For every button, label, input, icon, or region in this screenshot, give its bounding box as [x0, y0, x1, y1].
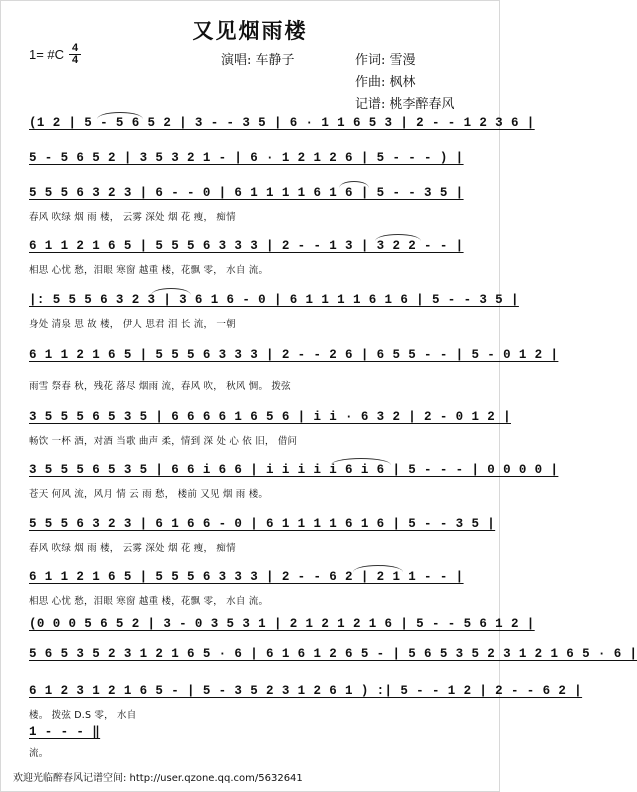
- lyric-line: 苍天 何风 流，风月 情 云 雨 愁， 楼前 又见 烟 雨 楼。: [29, 489, 269, 500]
- song-title: 又见烟雨楼: [192, 18, 308, 43]
- notation-line: 5 6 5 3 5 2 3 1 2 1 6 5 · 6 | 6 1 6 1 2 6 5 - | 5 6 5 3 5 2 3 1 2 1 6 5 · 6 |: [29, 647, 637, 661]
- notation-line: 6 1 1 2 1 6 5 | 5 5 5 6 3 3 3 | 2 - - 6 2 | 2 1 1 - - |: [29, 570, 464, 584]
- composer-credit: 作曲: 枫林: [355, 75, 416, 90]
- slur-mark: [97, 112, 143, 119]
- notation-line: (0 0 0 5 6 5 2 | 3 - 0 3 5 3 1 | 2 1 2 1 2 1 6 | 5 - - 5 6 1 2 |: [29, 617, 535, 631]
- notation-line: 6 1 1 2 1 6 5 | 5 5 5 6 3 3 3 | 2 - - 1 3 | 3 2 2 - - |: [29, 239, 464, 253]
- slur-mark: [339, 181, 369, 188]
- lyric-line: 春风 吹绿 烟 雨 楼， 云雾 深处 烟 花 瘦， 痴情: [29, 543, 236, 554]
- lyric-line: 雨雪 祭春 秋，残花 落尽 烟雨 流，春风 吹， 秋风 惆。 拨弦: [29, 381, 291, 392]
- lyric-line: 身处 清泉 思 故 楼， 伊人 思君 泪 长 流， 一朝: [29, 319, 236, 330]
- notation-line: 6 1 2 3 1 2 1 6 5 - | 5 - 3 5 2 3 1 2 6 1 ) :| 5 - - 1 2 | 2 - - 6 2 |: [29, 684, 583, 698]
- time-signature-top: 4: [71, 42, 79, 54]
- notation-line: (1 2 | 5 - 5 6 5 2 | 3 - - 3 5 | 6 · 1 1 6 5 3 | 2 - - 1 2 3 6 |: [29, 116, 535, 130]
- notation-line: 5 5 5 6 3 2 3 | 6 - - 0 | 6 1 1 1 1 6 1 6 | 5 - - 3 5 |: [29, 186, 464, 200]
- lyric-line: 相思 心忧 愁，泪眼 寒窗 越重 楼，花飘 零， 水自 流。: [29, 265, 269, 276]
- lyric-line: 春风 吹绿 烟 雨 楼， 云雾 深处 烟 花 瘦， 痴情: [29, 212, 236, 223]
- notation-line: |: 5 5 5 6 3 2 3 | 3 6 1 6 - 0 | 6 1 1 1 1 6 1 6 | 5 - - 3 5 |: [29, 293, 519, 307]
- notation-line: 3 5 5 5 6 5 3 5 | 6 6 6 6 1 6 5 6 | i i · 6 3 2 | 2 - 0 1 2 |: [29, 410, 511, 424]
- key-signature: 1= #C: [29, 47, 65, 62]
- lyricist-credit: 作词: 雪漫: [355, 53, 416, 68]
- lyric-line: 畅饮 一杯 酒，对酒 当歌 曲声 柔，情到 深 处 心 依 旧， 借问: [29, 436, 298, 447]
- notation-line: 6 1 1 2 1 6 5 | 5 5 5 6 3 3 3 | 2 - - 2 6 | 6 5 5 - - | 5 - 0 1 2 |: [29, 348, 559, 362]
- slur-mark: [151, 288, 191, 295]
- lyric-line: 楼。 拨弦 D.S 零， 水自: [29, 710, 137, 721]
- singer-credit: 演唱: 车静子: [221, 53, 295, 68]
- notation-line: 5 5 5 6 3 2 3 | 6 1 6 6 - 0 | 6 1 1 1 1 6 1 6 | 5 - - 3 5 |: [29, 517, 496, 531]
- transcriber-credit: 记谱: 桃李醉春风: [355, 97, 455, 112]
- time-signature-bottom: 4: [71, 54, 79, 66]
- lyric-line: 流。: [29, 748, 49, 759]
- slur-mark: [331, 458, 391, 465]
- notation-line: 1 - - - ‖: [29, 725, 101, 739]
- notation-line: 3 5 5 5 6 5 3 5 | 6 6 i 6 6 | i i i i i 6 i 6 | 5 - - - | 0 0 0 0 |: [29, 463, 559, 477]
- lyric-line: 相思 心忧 愁，泪眼 寒窗 越重 楼，花飘 零， 水自 流。: [29, 596, 269, 607]
- notation-line: 5 - 5 6 5 2 | 3 5 3 2 1 - | 6 · 1 2 1 2 6 | 5 - - - ) |: [29, 151, 464, 165]
- slur-mark: [353, 565, 403, 572]
- footer-credit: 欢迎光临醉春风记谱空间: http://user.qzone.qq.com/5632641: [13, 773, 303, 784]
- time-signature: [69, 43, 81, 66]
- slur-mark: [375, 234, 421, 241]
